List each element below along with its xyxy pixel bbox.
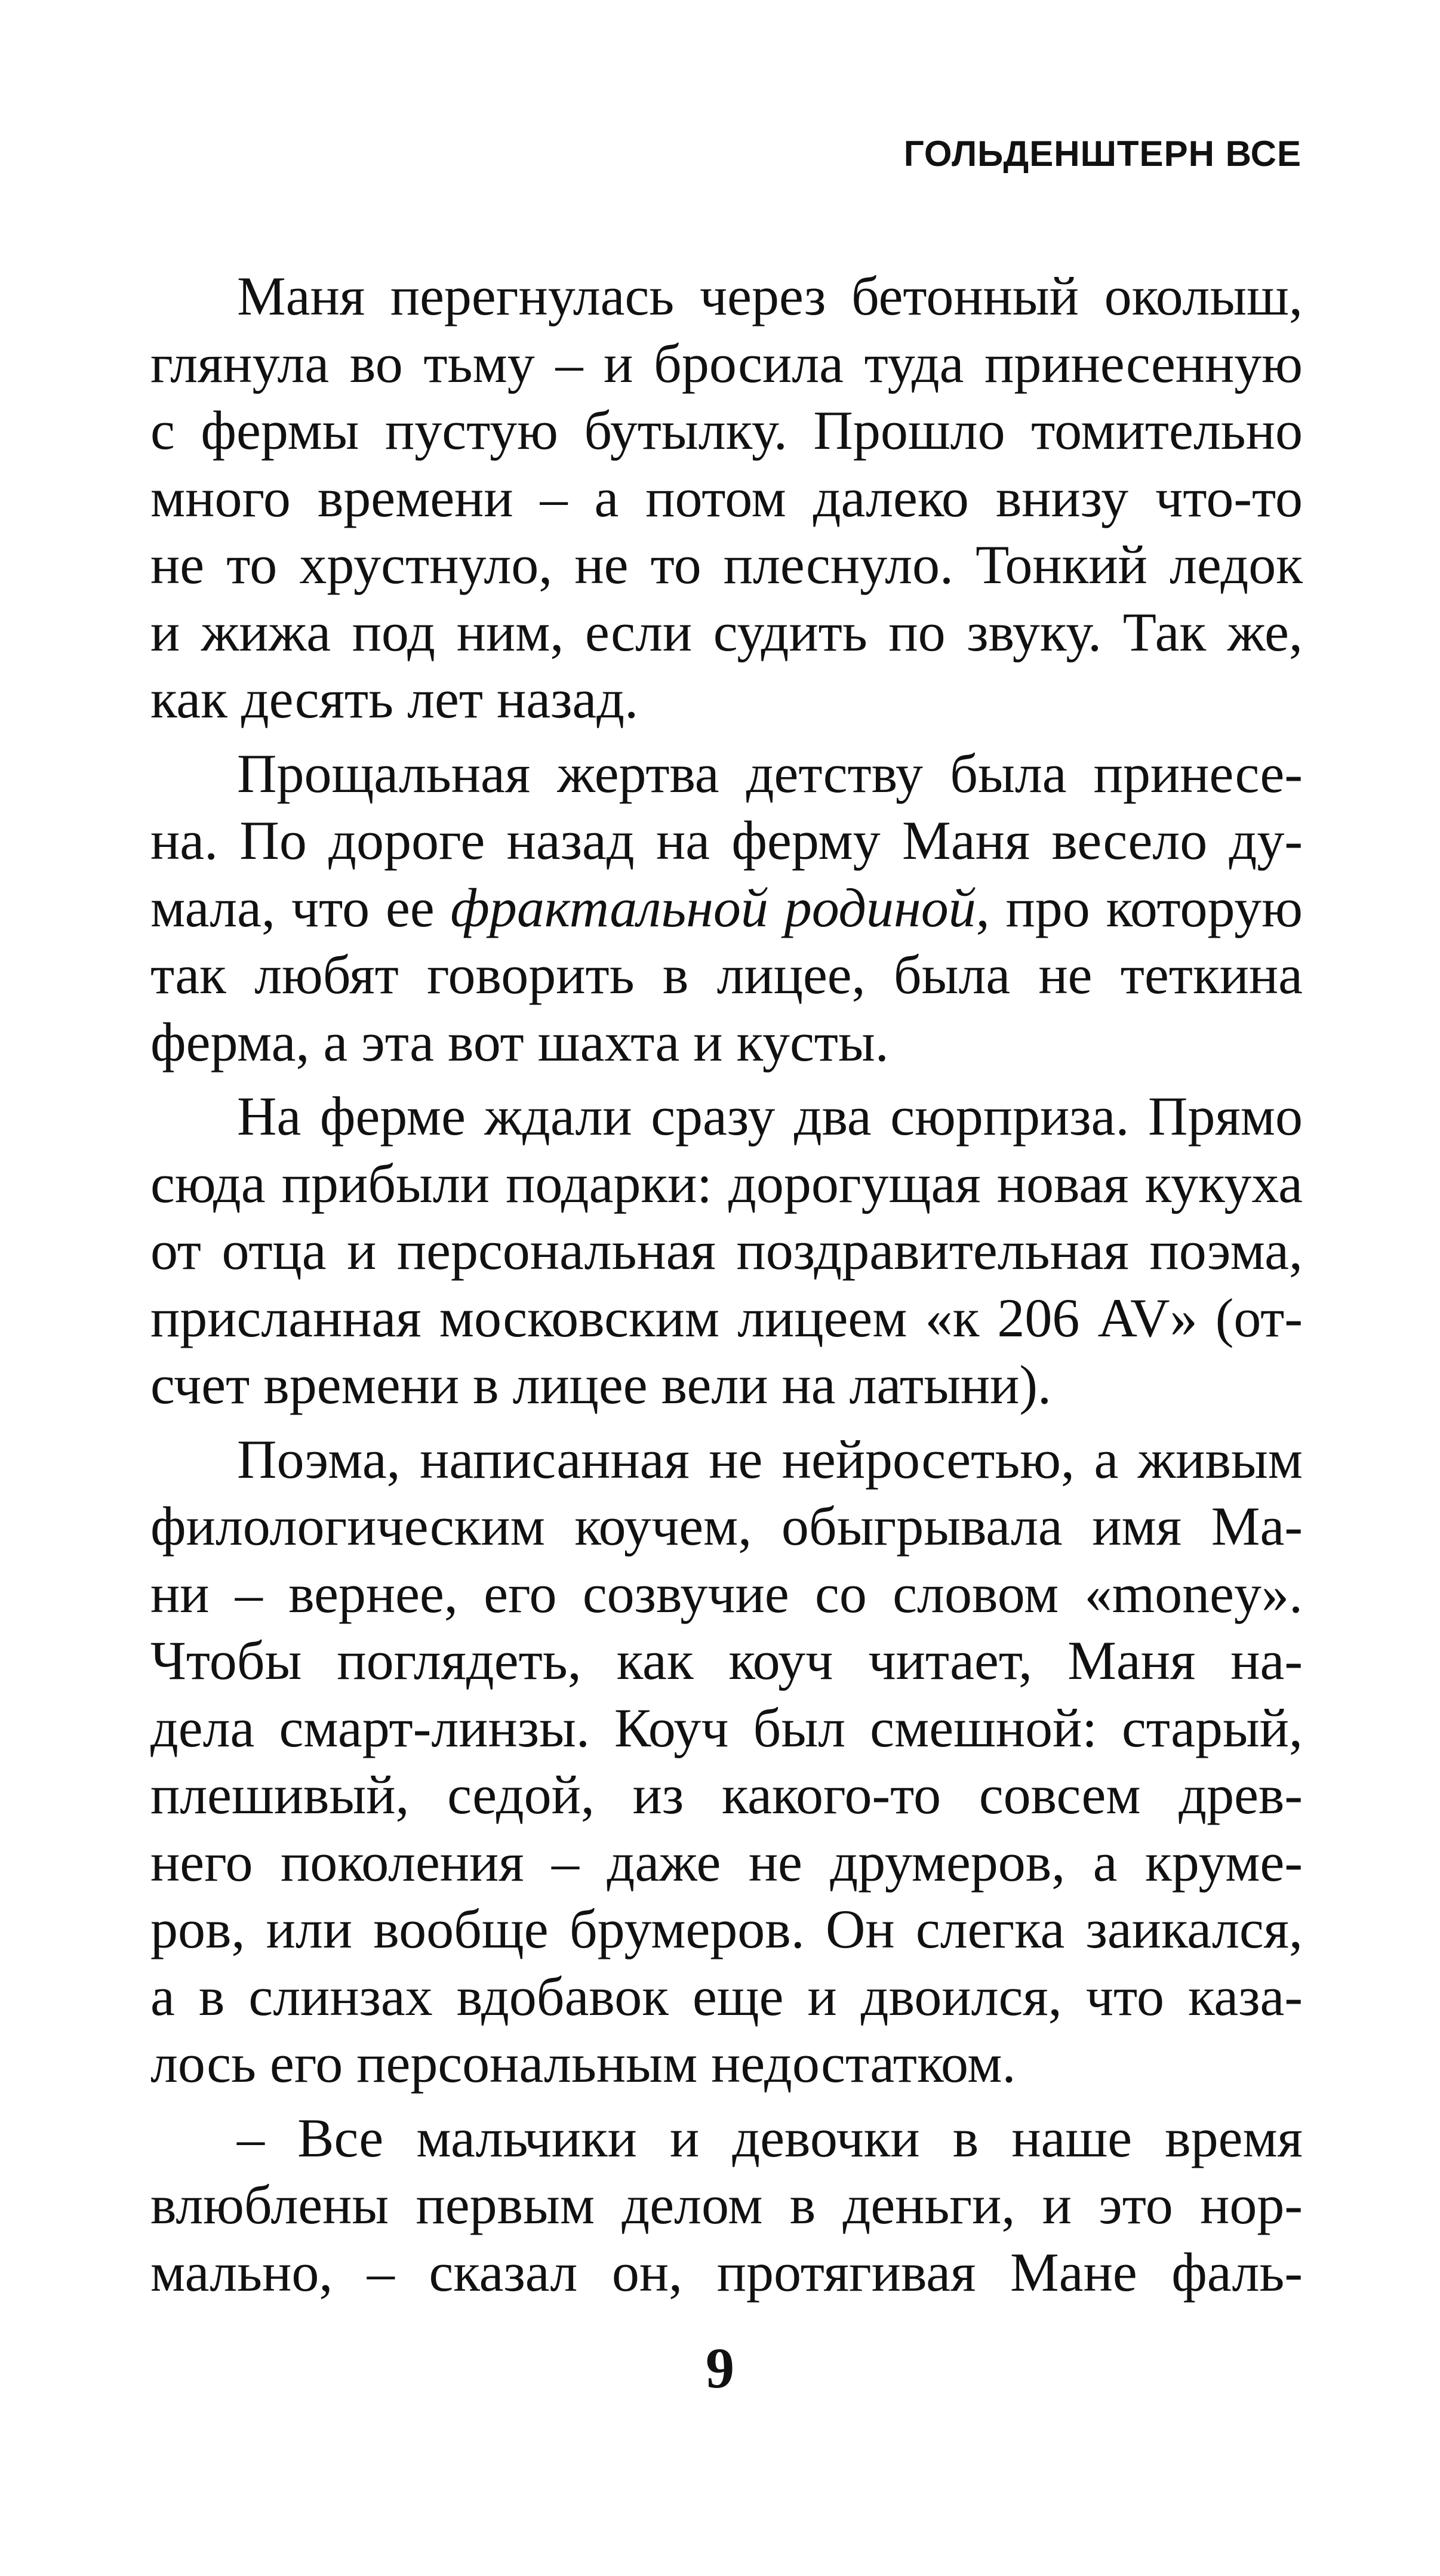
- paragraph: [150, 2104, 1303, 2306]
- paragraph: [150, 1426, 1303, 2097]
- text-line: Прощальная жертва детству была принесе-: [237, 742, 1303, 804]
- paragraph: [150, 1083, 1303, 1419]
- body-text: [150, 263, 1303, 2306]
- text-line: на. По дороге назад на ферму Маня весело ду-: [150, 810, 1303, 871]
- text-line: глянула во тьму – и бросила туда принесенную: [150, 332, 1303, 394]
- text-line: плешивый, седой, из какого-то совсем древ-: [150, 1764, 1303, 1825]
- text-line: ров, или вообще брумеров. Он слегка заикался,: [150, 1899, 1303, 1959]
- text-line: так любят говорить в лицее, была не теткина: [150, 944, 1303, 1005]
- text-line: лось его персональным недостатком.: [150, 2033, 1016, 2094]
- text-line: – Все мальчики и девочки в наше время: [237, 2107, 1303, 2168]
- text-line: как десять лет назад.: [150, 668, 639, 729]
- text-line: сюда прибыли подарки: дорогущая новая кукуха: [150, 1153, 1303, 1214]
- text-line: от отца и персональная поздравительная поэма,: [150, 1220, 1303, 1281]
- page-number: 9: [706, 2336, 734, 2400]
- text-line: него поколения – даже не друмеров, а круме-: [150, 1831, 1303, 1893]
- text-line: а в слинзах вдобавок еще и двоился, что каза-: [150, 1965, 1303, 2027]
- text-line: с фермы пустую бутылку. Прошло томительно: [150, 400, 1303, 461]
- italic-phrase: фрактальной родиной: [450, 877, 976, 938]
- text-line: На ферме ждали сразу два сюрприза. Прямо: [237, 1086, 1303, 1147]
- text-line: присланная московским лицеем «к 206 AV» (от-: [150, 1287, 1303, 1348]
- text-line: Маня перегнулась через бетонный околыш,: [237, 266, 1303, 326]
- paragraph: [150, 263, 1303, 733]
- text-line: влюблены первым делом в деньги, и это нор-: [150, 2174, 1303, 2235]
- text-line: и жижа под ним, если судить по звуку. Так же,: [150, 601, 1303, 663]
- text-line: не то хрустнуло, не то плеснуло. Тонкий ледок: [150, 534, 1303, 595]
- text-line: ферма, а эта вот шахта и кусты.: [150, 1011, 889, 1073]
- text-line: много времени – а потом далеко внизу что-то: [150, 467, 1303, 528]
- text-line: ни – вернее, его созвучие со словом «money».: [150, 1563, 1303, 1624]
- running-head: ГОЛЬДЕНШТЕРН ВСЕ: [903, 134, 1301, 174]
- text-line: дела смарт-линзы. Коуч был смешной: старый,: [150, 1697, 1303, 1758]
- text-line: Чтобы поглядеть, как коуч читает, Маня на-: [150, 1630, 1303, 1691]
- text-line: мально, – сказал он, протягивая Мане фаль-: [150, 2241, 1303, 2303]
- text-line: [150, 874, 1303, 942]
- text-line: Поэма, написанная не нейросетью, а живым: [237, 1428, 1303, 1490]
- text-run: мала, что ее: [150, 877, 451, 938]
- text-line: филологическим коучем, обыгрывала имя Ма-: [150, 1496, 1303, 1557]
- paragraph: [150, 740, 1303, 1076]
- text-run: , про которую: [976, 877, 1303, 938]
- text-line: счет времени в лицее вели на латыни).: [150, 1354, 1052, 1415]
